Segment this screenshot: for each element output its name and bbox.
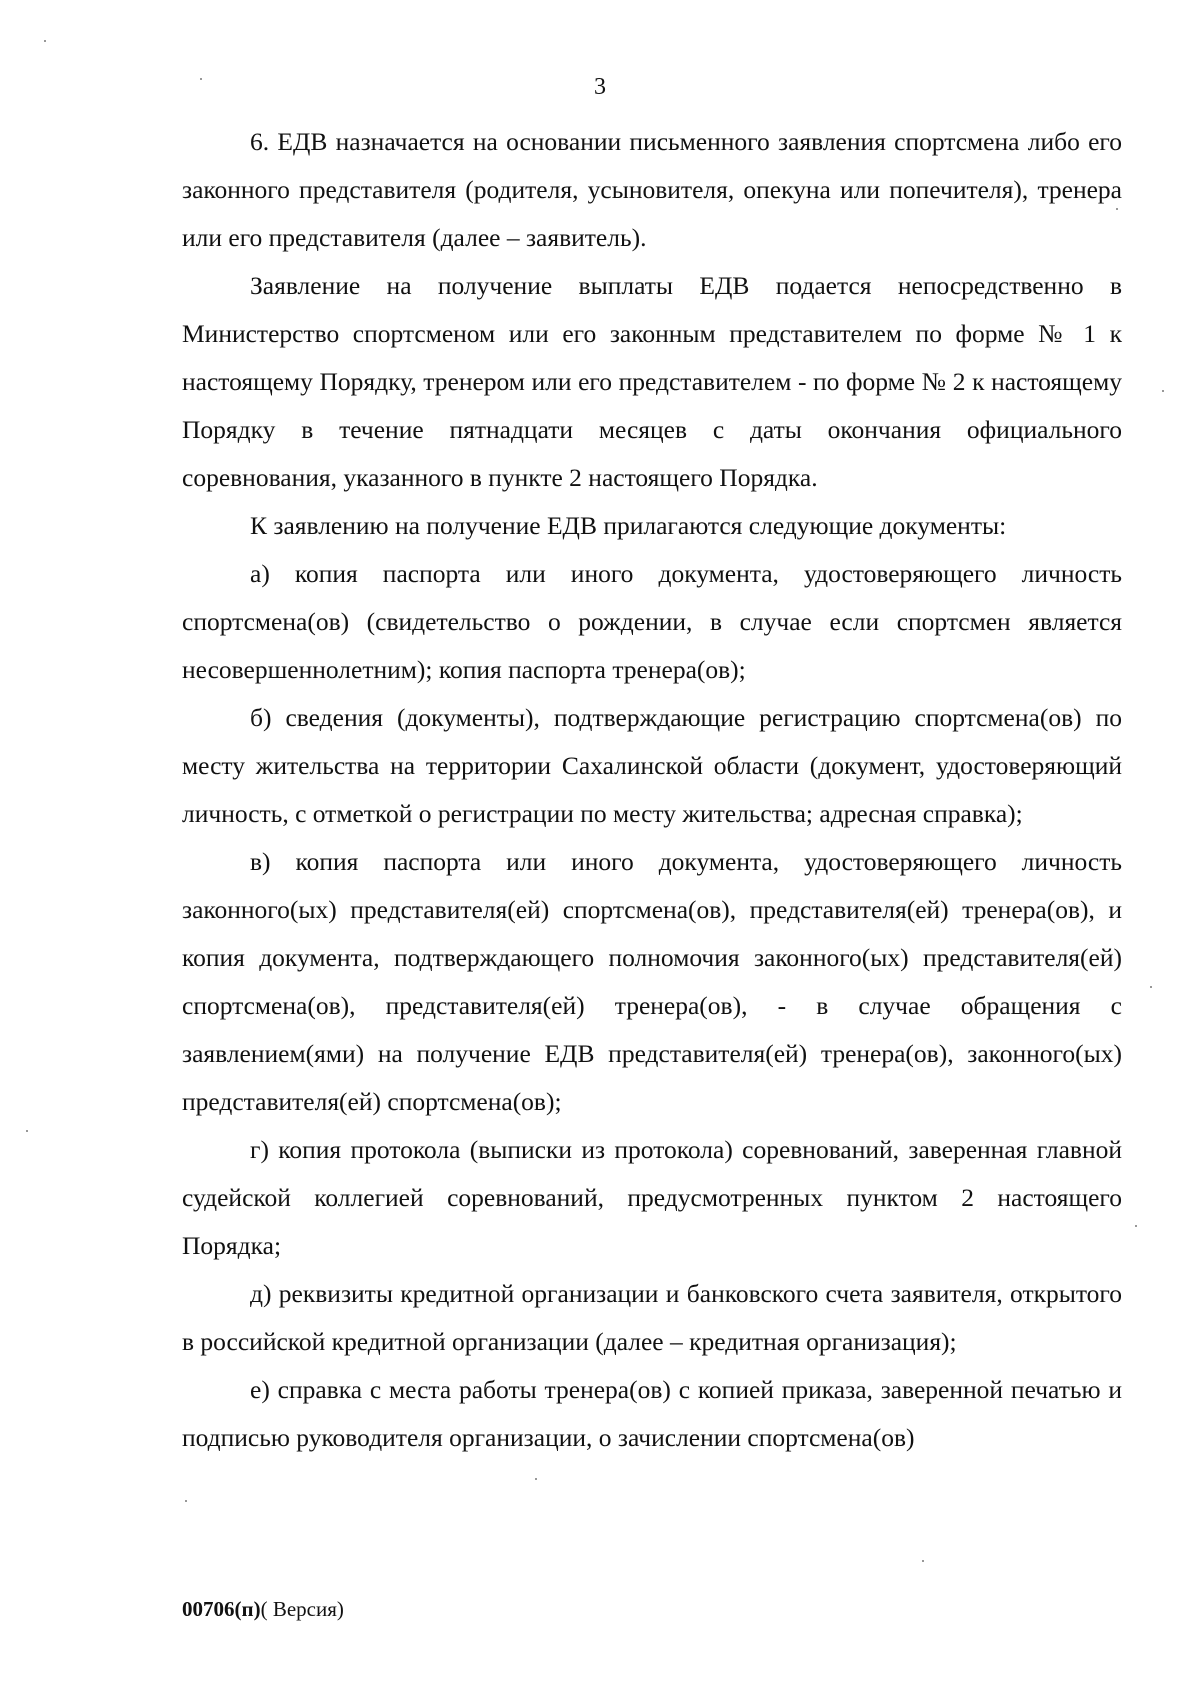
scan-speck <box>200 78 202 80</box>
document-code: 00706(п) <box>182 1597 261 1621</box>
list-item-d: д) реквизиты кредитной организации и банковского счета заявителя, открытого в российской кредитной организации (далее – кредитная организация); <box>182 1279 1122 1356</box>
scan-speck <box>1162 390 1164 392</box>
document-footer <box>182 1594 344 1624</box>
scan-speck <box>26 1130 28 1132</box>
list-item-b: б) сведения (документы), подтверждающие регистрацию спортсмена(ов) по месту жительства на территории Сахалинской области (документ, удостоверяющий личность, с отметкой о регистрации по месту жительства; адресная справка); <box>182 703 1122 828</box>
scan-speck <box>1135 1225 1137 1227</box>
document-body <box>182 118 1122 1462</box>
scan-speck <box>44 40 46 42</box>
page-number: 3 <box>594 74 606 100</box>
list-item-g: г) копия протокола (выписки из протокола) соревнований, заверенная главной судейской коллегией соревнований, предусмотренных пунктом 2 настоящего Порядка; <box>182 1135 1122 1260</box>
scan-speck <box>1116 208 1118 210</box>
scan-speck <box>1150 986 1152 988</box>
scan-speck <box>922 1560 924 1562</box>
scan-speck <box>535 1478 537 1480</box>
paragraph-application-submission: Заявление на получение выплаты ЕДВ подается непосредственно в Министерство спортсменом или его законным представителем по форме № 1 к настоящему Порядку, тренером или его представителем - по форме № 2 к настоящему Порядку в течение пятнадцати месяцев с даты окончания официального соревнования, указанного в пункте 2 настоящего Порядка. <box>182 271 1122 492</box>
paragraph-attached-documents: К заявлению на получение ЕДВ прилагаются следующие документы: <box>250 511 1007 540</box>
scan-speck <box>185 1500 187 1502</box>
paragraph-6: 6. ЕДВ назначается на основании письменного заявления спортсмена либо его законного представителя (родителя, усыновителя, опекуна или попечителя), тренера или его представителя (далее – заявитель). <box>182 127 1122 252</box>
list-item-v: в) копия паспорта или иного документа, удостоверяющего личность законного(ых) представителя(ей) спортсмена(ов), представителя(ей) тренера(ов), и копия документа, подтверждающего полномочия законного(ых) представителя(ей) спортсмена(ов), представителя(ей) тренера(ов), - в случае обращения с заявлением(ями) на получение ЕДВ представителя(ей) тренера(ов), законного(ых) представителя(ей) спортсмена(ов); <box>182 847 1122 1116</box>
document-version: ( Версия) <box>260 1597 344 1621</box>
list-item-a: а) копия паспорта или иного документа, удостоверяющего личность спортсмена(ов) (свидетельство о рождении, в случае если спортсмен является несовершеннолетним); копия паспорта тренера(ов); <box>182 559 1122 684</box>
list-item-e: е) справка с места работы тренера(ов) с копией приказа, заверенной печатью и подписью руководителя организации, о зачислении спортсмена(ов) <box>182 1375 1122 1452</box>
